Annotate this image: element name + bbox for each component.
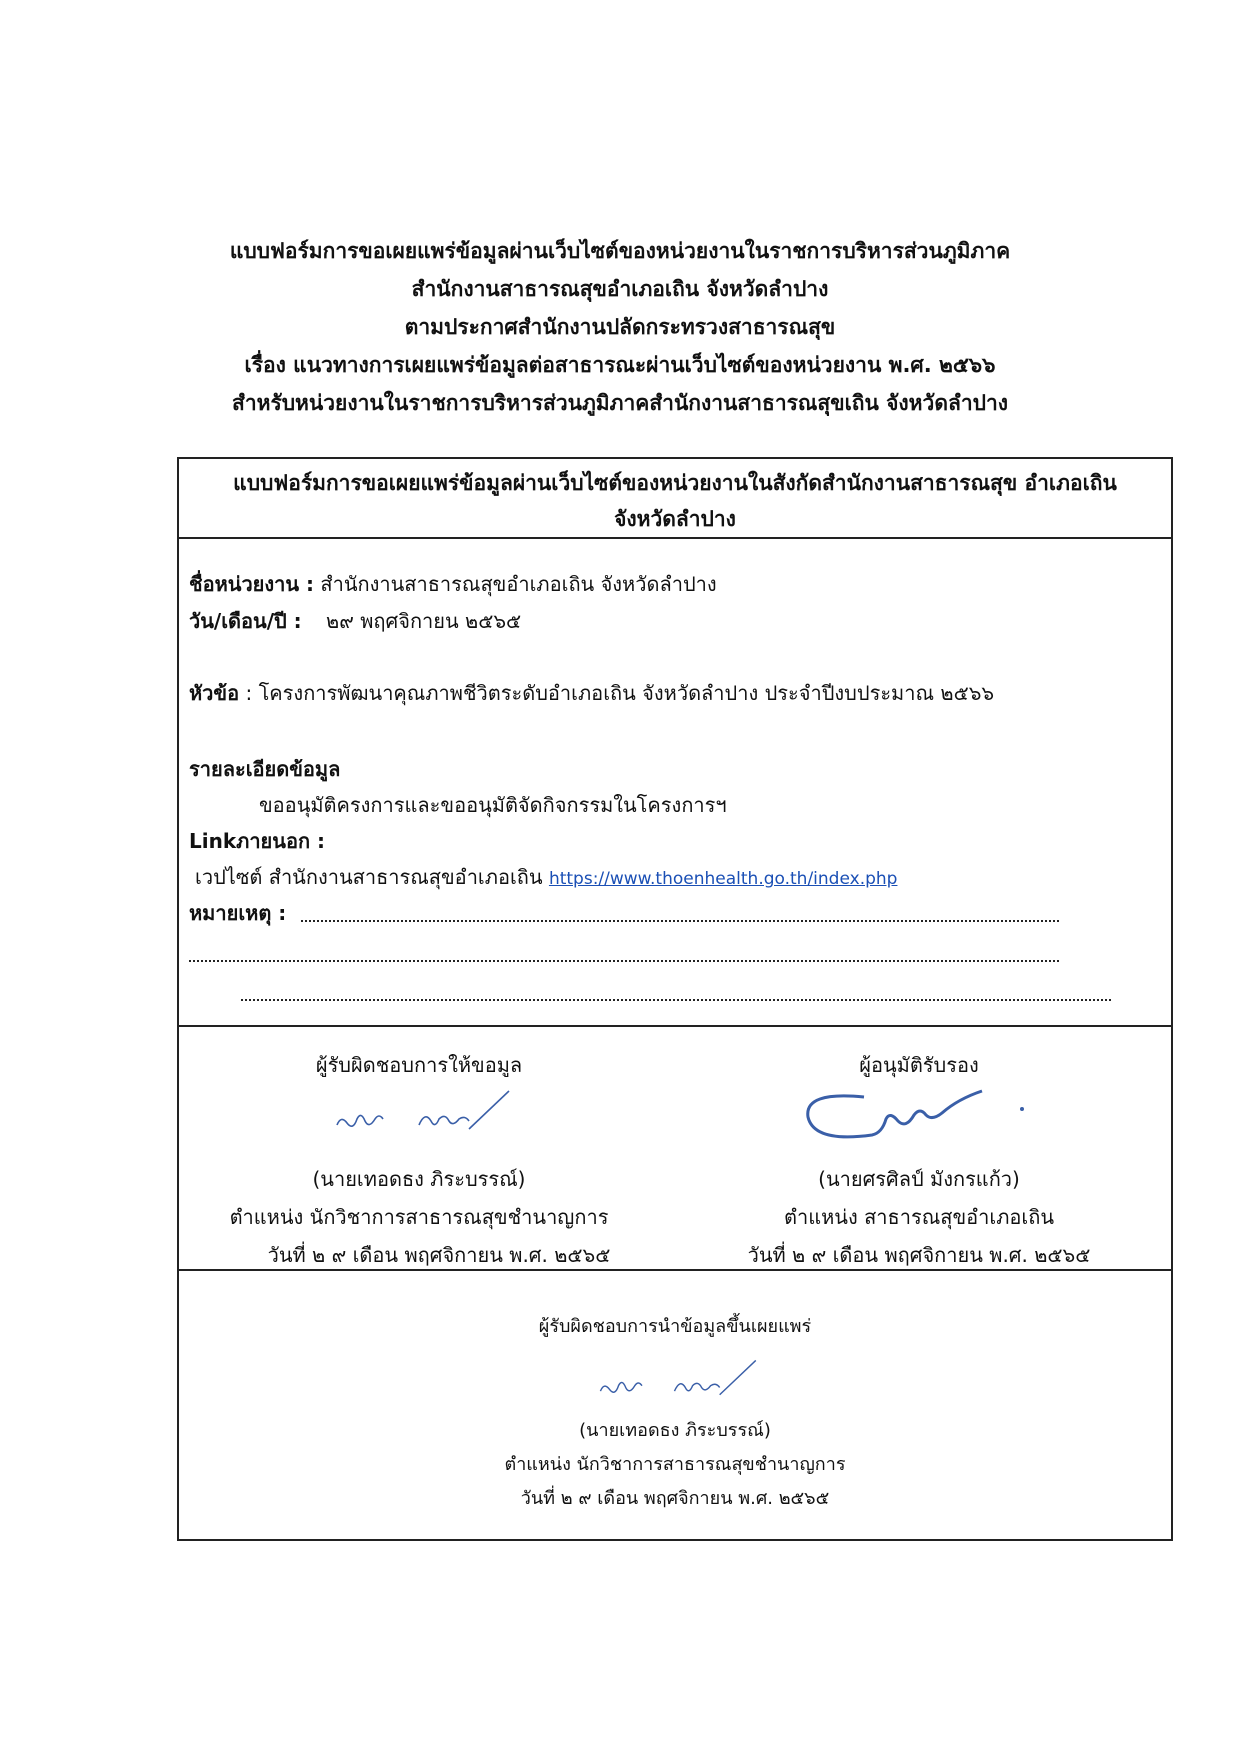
- unit-row: [189, 568, 717, 600]
- publisher-date: วันที่ ๒ ๙ เดือน พฤศจิกายน พ.ศ. ๒๕๖๕: [520, 1488, 830, 1509]
- approver-signature-image: [794, 1077, 1034, 1157]
- topic-label: หัวข้อ: [189, 681, 240, 705]
- approver-date: วันที่ ๒ ๙ เดือน พฤศจิกายน พ.ศ. ๒๕๖๕: [747, 1243, 1091, 1267]
- topic-value: : โครงการพัฒนาคุณภาพชีวิตระดับอำเภอเถิน จังหวัดลำปาง ประจำปีงบประมาณ ๒๕๖๖: [245, 681, 995, 705]
- signature-section: [179, 1025, 1171, 1271]
- approver-position: ตำแหน่ง สาธารณสุขอำเภอเถิน: [783, 1205, 1055, 1229]
- detail-label: รายละเอียดข้อมูล: [189, 757, 341, 781]
- provider-name: (นายเทอดธง ภิระบรรณ์): [312, 1167, 526, 1191]
- request-form: [177, 457, 1173, 1541]
- topic-row: [189, 677, 994, 709]
- approver-role: ผู้อนุมัติรับรอง: [859, 1053, 979, 1077]
- header-line-3: ตามประกาศสำนักงานปลัดกระทรวงสาธารณสุข: [404, 315, 836, 339]
- header-line-4: เรื่อง แนวทางการเผยแพร่ข้อมูลต่อสาธารณะผ่านเว็บไซต์ของหน่วยงาน พ.ศ. ๒๕๖๖: [244, 353, 996, 377]
- provider-role: ผู้รับผิดชอบการให้ขอมูล: [315, 1053, 523, 1077]
- provider-position: ตำแหน่ง นักวิชาการสาธารณสุขชำนาญการ: [229, 1205, 609, 1229]
- publisher-signature-image: [589, 1355, 769, 1411]
- date-value: ๒๙ พฤศจิกายน ๒๕๖๕: [326, 609, 522, 633]
- detail-value: ขออนุมัติครงการและขออนุมัติจัดกิจกรรมในโครงการฯ: [259, 793, 727, 817]
- header-line-1: แบบฟอร์มการขอเผยแพร่ข้อมูลผ่านเว็บไซต์ของหน่วยงานในราชการบริหารส่วนภูมิภาค: [229, 239, 1011, 263]
- form-title-line-1: แบบฟอร์มการขอเผยแพร่ข้อมูลผ่านเว็บไซต์ของหน่วยงานในสังกัดสำนักงานสาธารณสุข อำเภอเถิน: [233, 471, 1117, 495]
- header-line-2: สำนักงานสาธารณสุขอำเภอเถิน จังหวัดลำปาง: [411, 277, 829, 301]
- document-header: [0, 232, 1240, 422]
- link-text: เวปไซต์ สำนักงานสาธารณสุขอำเภอเถิน: [195, 865, 543, 889]
- unit-value: สำนักงานสาธารณสุขอำเภอเถิน จังหวัดลำปาง: [320, 572, 717, 596]
- note-dotted-line-3: [241, 999, 1111, 1001]
- publisher-role: ผู้รับผิดชอบการนำข้อมูลขึ้นเผยแพร่: [538, 1316, 812, 1337]
- date-label: วัน/เดือน/ปี :: [189, 609, 302, 633]
- form-title: [179, 459, 1171, 539]
- unit-label: ชื่อหน่วยงาน :: [189, 572, 315, 596]
- header-line-5: สำหรับหน่วยงานในราชการบริหารส่วนภูมิภาคสำนักงานสาธารณสุขเถิน จังหวัดลำปาง: [232, 391, 1008, 415]
- publisher-position: ตำแหน่ง นักวิชาการสาธารณสุขชำนาญการ: [504, 1454, 846, 1475]
- provider-date: วันที่ ๒ ๙ เดือน พฤศจิกายน พ.ศ. ๒๕๖๕: [267, 1243, 611, 1267]
- provider-signature-image: [329, 1085, 519, 1147]
- form-title-line-2: จังหวัดลำปาง: [614, 507, 736, 531]
- note-dotted-line-2: [189, 960, 1059, 962]
- note-label: หมายเหตุ :: [189, 901, 287, 925]
- link-label: Linkภายนอก :: [189, 829, 326, 853]
- link-row: [195, 861, 897, 893]
- publisher-signature-block: [179, 1271, 1171, 1541]
- approver-name: (นายศรศิลป์ มังกรแก้ว): [818, 1167, 1020, 1191]
- publisher-name: (นายเทอดธง ภิระบรรณ์): [579, 1420, 771, 1441]
- external-link[interactable]: https://www.thoenhealth.go.th/index.php: [548, 869, 898, 889]
- note-dotted-line-1: [301, 920, 1059, 922]
- date-row: [189, 605, 521, 637]
